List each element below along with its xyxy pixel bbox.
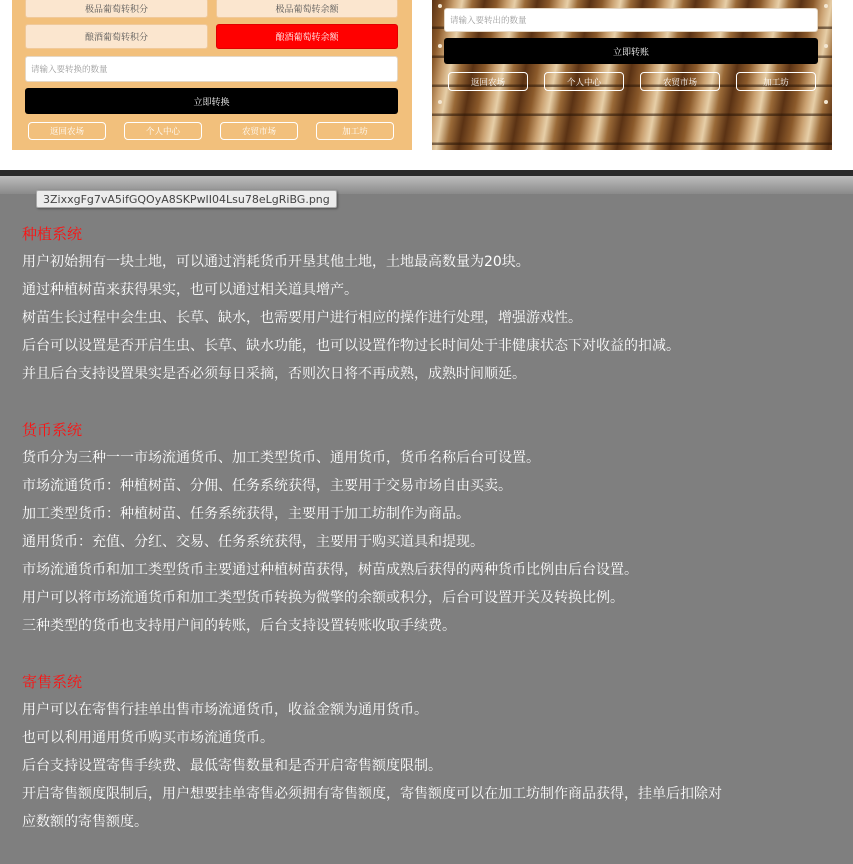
workshop-link[interactable]: 加工坊: [736, 72, 816, 91]
personal-center-link[interactable]: 个人中心: [544, 72, 624, 91]
premium-grape-to-points-button[interactable]: 极品葡萄转积分: [25, 0, 208, 18]
farm-market-link[interactable]: 农贸市场: [640, 72, 720, 91]
transfer-amount-input[interactable]: 请输入要转出的数量: [444, 8, 818, 32]
planting-system-section: [22, 220, 834, 388]
section-title: 货币系统: [22, 421, 83, 439]
board-nail-icon: [824, 44, 828, 48]
paragraph-line: 用户可以在寄售行挂单出售市场流通货币，收益金额为通用货币。: [22, 702, 428, 718]
workshop-link[interactable]: 加工坊: [316, 122, 394, 140]
wine-grape-to-points-button[interactable]: 酿酒葡萄转积分: [25, 24, 208, 49]
board-nail-icon: [824, 4, 828, 8]
screenshot-area: [0, 0, 853, 175]
consignment-system-section: [22, 668, 834, 836]
paragraph-line: 开启寄售额度限制后，用户想要挂单寄售必须拥有寄售额度，寄售额度可以在加工坊制作商品获得，挂单后扣除对: [22, 786, 722, 802]
wine-grape-to-balance-button[interactable]: 酿酒葡萄转余额: [216, 24, 398, 49]
back-to-farm-link[interactable]: 返回农场: [28, 122, 106, 140]
board-nail-icon: [438, 44, 442, 48]
paragraph-line: 后台支持设置寄售手续费、最低寄售数量和是否开启寄售额度限制。: [22, 758, 442, 774]
description-content: [22, 220, 834, 864]
premium-grape-to-balance-button[interactable]: 极品葡萄转余额: [216, 0, 398, 18]
convert-amount-input[interactable]: 请输入要转换的数量: [25, 56, 398, 82]
personal-center-link[interactable]: 个人中心: [124, 122, 202, 140]
paragraph-line: 市场流通货币：种植树苗、分佣、任务系统获得，主要用于交易市场自由买卖。: [22, 478, 512, 494]
paragraph-line: 用户可以将市场流通货币和加工类型货币转换为微擎的余额或积分，后台可设置开关及转换比例。: [22, 590, 624, 606]
filename-tooltip: 3ZixxgFg7vA5ifGQOyA8SKPwII04Lsu78eLgRiBG.png: [36, 190, 337, 208]
transfer-panel: [432, 0, 832, 150]
conversion-panel: [12, 0, 412, 150]
currency-system-section: [22, 416, 834, 640]
paragraph-line: 也可以利用通用货币购买市场流通货币。: [22, 730, 274, 746]
paragraph-line: 应数额的寄售额度。: [22, 814, 148, 830]
paragraph-line: 通用货币：充值、分红、交易、任务系统获得，主要用于购买道具和提现。: [22, 534, 484, 550]
transfer-now-button[interactable]: 立即转账: [444, 38, 818, 64]
paragraph-line: 市场流通货币和加工类型货币主要通过种植树苗获得，树苗成熟后获得的两种货币比例由后台设置。: [22, 562, 638, 578]
paragraph-line: 用户初始拥有一块土地，可以通过消耗货币开垦其他土地，土地最高数量为20块。: [22, 254, 530, 270]
farm-market-link[interactable]: 农贸市场: [220, 122, 298, 140]
back-to-farm-link[interactable]: 返回农场: [448, 72, 528, 91]
paragraph-line: 后台可以设置是否开启生虫、长草、缺水功能，也可以设置作物过长时间处于非健康状态下对收益的扣减。: [22, 338, 680, 354]
section-title: 种植系统: [22, 225, 83, 243]
paragraph-line: 通过种植树苗来获得果实，也可以通过相关道具增产。: [22, 282, 358, 298]
paragraph-line: 三种类型的货币也支持用户间的转账，后台支持设置转账收取手续费。: [22, 618, 456, 634]
section-title: 寄售系统: [22, 673, 83, 691]
board-nail-icon: [438, 100, 442, 104]
paragraph-line: 并且后台支持设置果实是否必须每日采摘，否则次日将不再成熟，成熟时间顺延。: [22, 366, 526, 382]
paragraph-line: 树苗生长过程中会生虫、长草、缺水，也需要用户进行相应的操作进行处理，增强游戏性。: [22, 310, 582, 326]
board-nail-icon: [438, 4, 442, 8]
paragraph-line: 货币分为三种一一市场流通货币、加工类型货币、通用货币，货币名称后台可设置。: [22, 450, 540, 466]
convert-now-button[interactable]: 立即转换: [25, 88, 398, 114]
paragraph-line: 加工类型货币：种植树苗、任务系统获得，主要用于加工坊制作为商品。: [22, 506, 470, 522]
board-nail-icon: [824, 100, 828, 104]
